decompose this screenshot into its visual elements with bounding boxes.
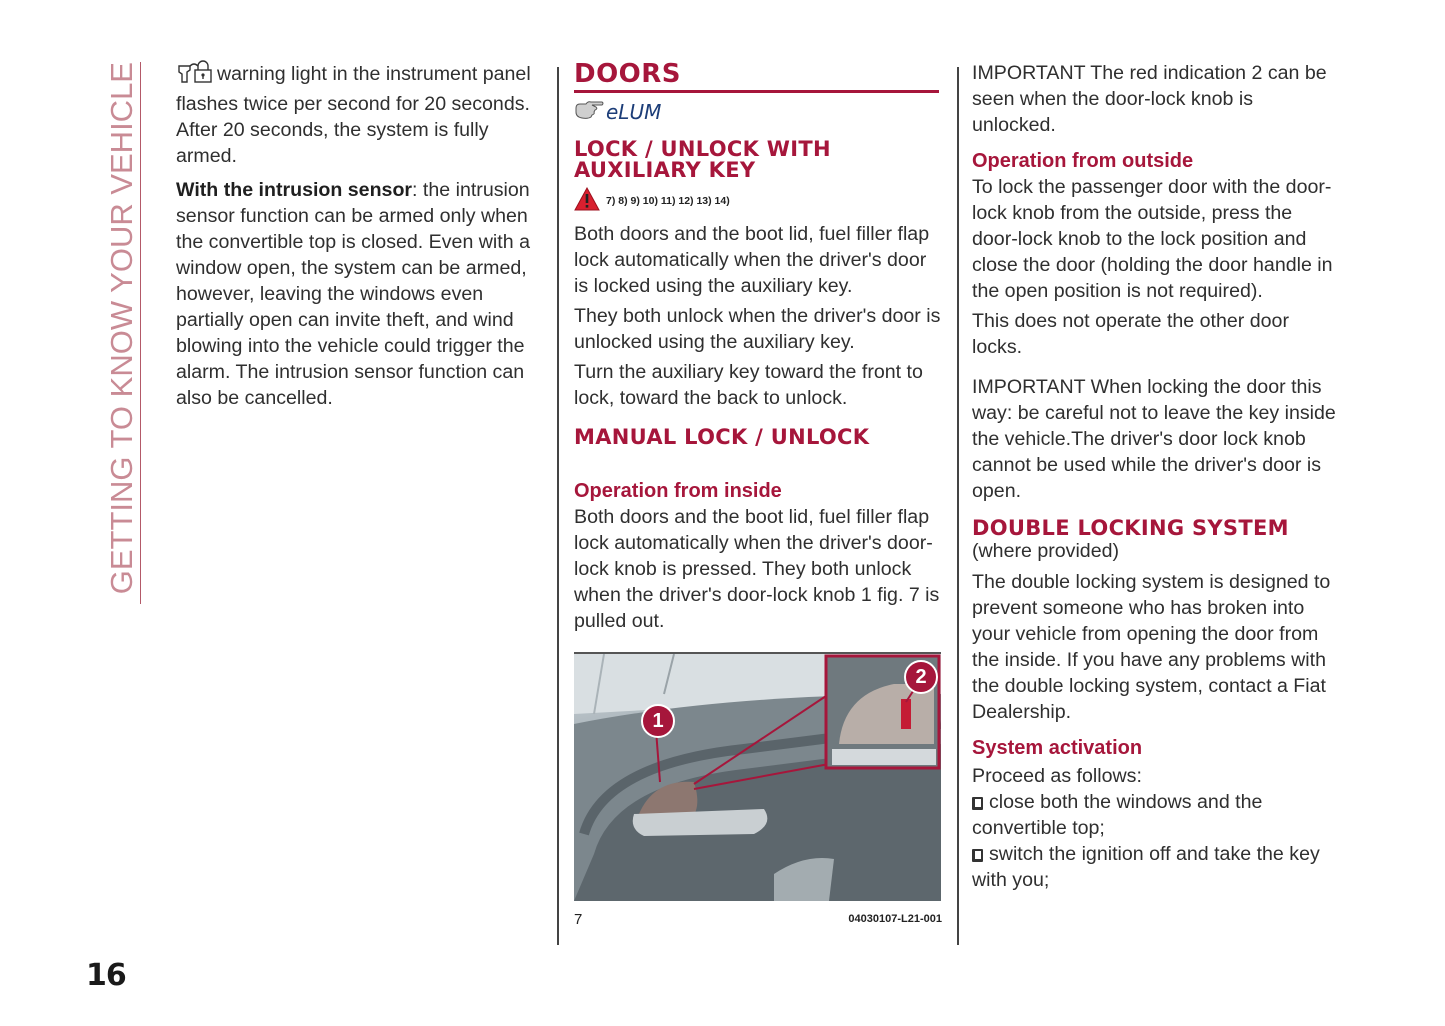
intrusion-sensor-text: : the intrusion sensor function can be armed only when the convertible top is closed. Even with a window open, the system can be armed, however, leaving the windows even partially open can invite theft, and wind blowing into the vehicle could trigger the alarm. The intrusion sensor function can also be cancelled. — [176, 179, 530, 409]
figure-number: 7 — [574, 911, 583, 928]
subsection-title-inside: Operation from inside — [574, 480, 782, 502]
intrusion-sensor-paragraph — [176, 177, 544, 411]
section-title-lock-unlock-aux-key: LOCK / UNLOCK WITH AUXILIARY KEY — [574, 137, 831, 182]
bullet-text: switch the ignition off and take the key with you; — [972, 843, 1320, 891]
elum-label: eLUM — [606, 100, 662, 124]
warning-references — [574, 189, 942, 213]
other-locks-paragraph: This does not operate the other door locks. — [972, 310, 1289, 358]
column-1 — [176, 60, 544, 411]
column-divider — [957, 67, 959, 945]
chapter-title: GETTING TO KNOW YOUR VEHICLE — [104, 62, 139, 595]
callout-1: 1 — [641, 704, 675, 738]
subsection-title-activation: System activation — [972, 737, 1143, 759]
alarm-lock-warning-icon — [176, 60, 214, 91]
figure-caption — [574, 911, 942, 928]
where-provided-note: (where provided) — [972, 540, 1120, 562]
section-title-manual-lock: MANUAL LOCK / UNLOCK — [574, 425, 870, 449]
bullet-text: close both the windows and the convertible top; — [972, 791, 1263, 839]
column-2 — [574, 60, 942, 928]
chapter-side-tab — [100, 62, 141, 604]
subsection-title-outside: Operation from outside — [972, 150, 1194, 172]
pointing-hand-icon — [574, 100, 604, 125]
callout-2: 2 — [904, 660, 938, 694]
page-number: 16 — [86, 958, 126, 993]
bullet-item — [972, 841, 1340, 893]
double-locking-paragraph: The double locking system is designed to prevent someone who has broken into your vehicle from opening the door from the inside. If you have any problems with the double locking system, contact a Fiat Dealership. — [972, 571, 1331, 723]
figure-door-lock-knob — [574, 652, 941, 901]
alarm-paragraph-text: warning light in the instrument panel flashes twice per second for 20 seconds. After 20 seconds, the system is fully armed. — [176, 63, 531, 167]
column-3 — [972, 60, 1340, 893]
figure-code: 04030107-L21-001 — [848, 913, 942, 925]
intrusion-sensor-label: With the intrusion sensor — [176, 179, 413, 201]
section-title-doors: DOORS — [574, 59, 682, 89]
column-divider — [557, 67, 559, 945]
warning-triangle-icon — [574, 187, 600, 216]
aux-key-paragraph-2: They both unlock when the driver's door is unlocked using the auxiliary key. — [574, 305, 941, 353]
alarm-paragraph — [176, 60, 544, 169]
warning-refs-text: 7) 8) 9) 10) 11) 12) 13) 14) — [606, 195, 730, 207]
inside-operation-paragraph: Both doors and the boot lid, fuel filler flap lock automatically when the driver's door-lock knob is pressed. They both unlock when the driver's door-lock knob 1 fig. 7 is pulled out. — [574, 506, 940, 632]
important-red-indication: IMPORTANT The red indication 2 can be seen when the door-lock knob is unlocked. — [972, 62, 1327, 136]
title-rule — [574, 90, 939, 93]
section-title-double-locking: DOUBLE LOCKING SYSTEM — [972, 516, 1289, 540]
proceed-paragraph: Proceed as follows: — [972, 765, 1142, 787]
checkbox-bullet-icon — [972, 849, 983, 862]
checkbox-bullet-icon — [972, 797, 983, 810]
important-key-paragraph: IMPORTANT When locking the door this way: be careful not to leave the key inside the vehicle.The driver's door lock knob cannot be used while the driver's door is open. — [972, 376, 1336, 502]
aux-key-paragraph-1: Both doors and the boot lid, fuel filler flap lock automatically when the driver's door is locked using the auxiliary key. — [574, 223, 930, 297]
outside-operation-paragraph: To lock the passenger door with the door-lock knob from the outside, press the door-lock knob to the lock position and close the door (holding the door handle in the open position is not required). — [972, 176, 1333, 302]
bullet-item — [972, 789, 1340, 841]
elum-reference — [574, 97, 942, 127]
aux-key-paragraph-3: Turn the auxiliary key toward the front to lock, toward the back to unlock. — [574, 361, 923, 409]
